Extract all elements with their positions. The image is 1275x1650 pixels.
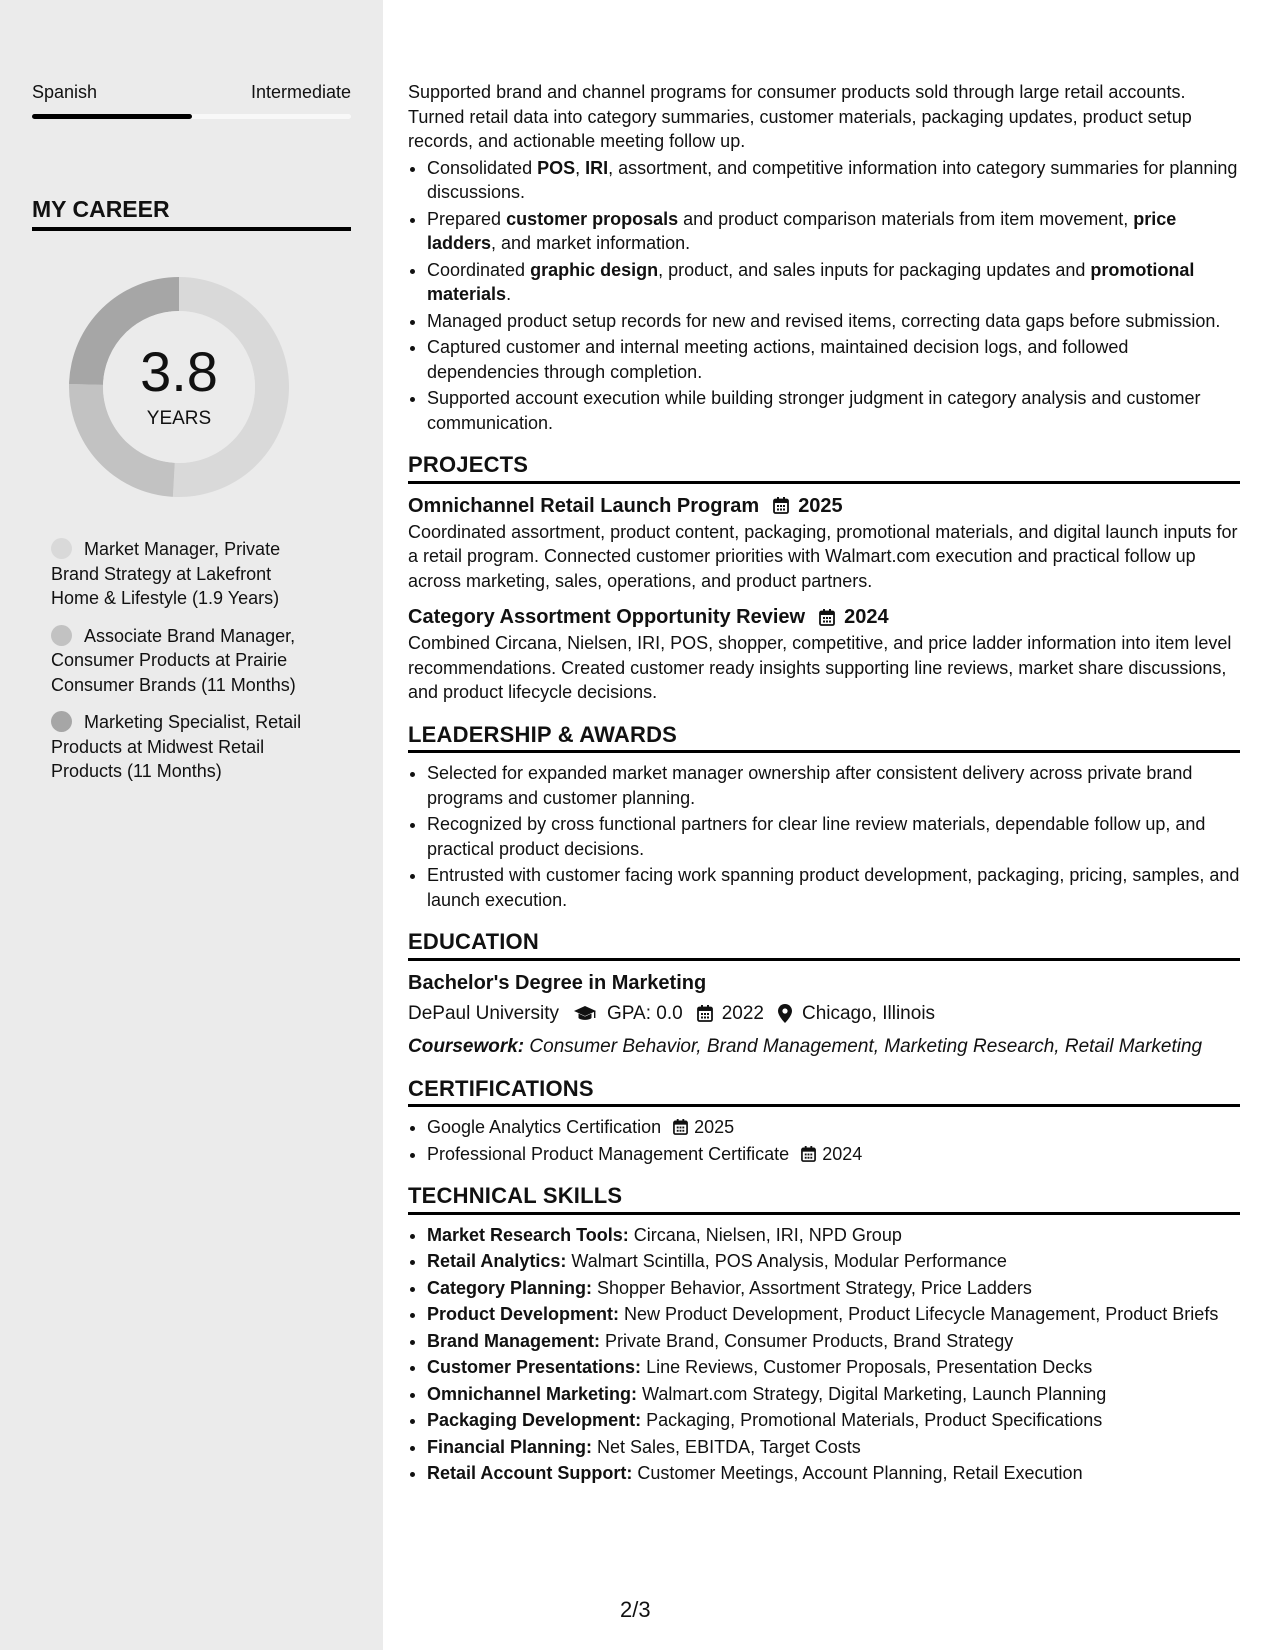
bullet-text: Coordinated xyxy=(427,259,531,280)
project-title-row xyxy=(408,603,1240,631)
bullet-keyword: price ladders xyxy=(427,208,1177,253)
donut-unit-label: YEARS xyxy=(146,408,212,429)
skill-label: Brand Management: xyxy=(427,1330,601,1351)
skill-value: Customer Meetings, Account Planning, Retail Execution xyxy=(632,1463,1083,1483)
skill-label: Customer Presentations: xyxy=(427,1357,642,1377)
skill-item xyxy=(427,1382,1240,1407)
bullet-keyword: POS xyxy=(537,157,576,178)
main-content xyxy=(408,80,1240,1488)
sidebar xyxy=(0,0,383,1650)
calendar-icon xyxy=(661,1119,694,1135)
certification-year: 2024 xyxy=(822,1143,863,1164)
skills-heading: TECHNICAL SKILLS xyxy=(408,1184,1240,1215)
language-row xyxy=(32,82,351,103)
leadership-heading: LEADERSHIP & AWARDS xyxy=(408,723,1240,754)
skill-label: Product Development: xyxy=(427,1304,620,1324)
language-level: Intermediate xyxy=(250,82,351,102)
coursework-list: Consumer Behavior, Brand Management, Marketing Research, Retail Marketing xyxy=(524,1035,1203,1057)
projects-heading: PROJECTS xyxy=(408,453,1240,484)
language-proficiency-fill xyxy=(32,114,192,119)
career-item-text: Marketing Specialist, Retail Products at Midwest Retail Products (11 Months) xyxy=(51,712,302,781)
leadership-list xyxy=(408,761,1240,912)
calendar-icon xyxy=(773,497,798,514)
calendar-icon xyxy=(789,1146,822,1162)
career-list xyxy=(51,537,321,797)
project-year: 2024 xyxy=(844,606,889,628)
bullet-keyword: graphic design xyxy=(530,259,659,280)
education-meta xyxy=(408,999,1240,1029)
skill-value: Packaging, Promotional Materials, Product Specifications xyxy=(641,1410,1103,1430)
degree-title: Bachelor's Degree in Marketing xyxy=(408,971,707,994)
career-heading: MY CAREER xyxy=(32,196,351,231)
language-proficiency-bar xyxy=(32,114,351,119)
experience-bullet: • Captured customer and internal meeting actions, maintained decision logs, and followed dependencies through completion. xyxy=(427,335,1240,384)
donut-total-value: 3.8 xyxy=(140,340,218,403)
map-pin-icon xyxy=(778,1004,802,1023)
page-number: 2/3 xyxy=(620,1597,651,1622)
bullet-keyword: IRI xyxy=(585,157,609,178)
bullet-text: Consolidated xyxy=(427,157,538,178)
career-item-text: Market Manager, Private Brand Strategy at Lakefront Home & Lifestyle (1.9 Years) xyxy=(51,539,281,608)
bullet-text: , and market information. xyxy=(491,233,691,253)
experience-bullets xyxy=(408,156,1240,436)
calendar-icon xyxy=(819,609,844,626)
skill-item xyxy=(427,1461,1240,1486)
certification-item xyxy=(427,1115,1240,1140)
skill-item xyxy=(427,1249,1240,1274)
skill-value: Line Reviews, Customer Proposals, Presentation Decks xyxy=(641,1357,1093,1377)
education-heading: EDUCATION xyxy=(408,930,1240,961)
experience-bullet xyxy=(427,156,1240,205)
certifications-list xyxy=(408,1115,1240,1166)
certification-name: • Professional Product Management Certificate xyxy=(427,1143,790,1164)
certification-item xyxy=(427,1142,1240,1167)
school-location: Chicago, Illinois xyxy=(801,1002,936,1024)
leadership-item: • Entrusted with customer facing work spanning product development, packaging, pricing, samples, and launch execution. xyxy=(427,863,1240,912)
skill-label: Omnichannel Marketing: xyxy=(427,1383,638,1404)
graduation-cap-icon xyxy=(573,1005,607,1023)
skill-value: Shopper Behavior, Assortment Strategy, Price Ladders xyxy=(592,1277,1032,1298)
leadership-item: • Recognized by cross functional partners for clear line review materials, dependable follow up, and practical product decisions. xyxy=(427,812,1240,861)
bullet-text: and product comparison materials from item movement, xyxy=(678,208,1134,229)
skill-value: Private Brand, Consumer Products, Brand Strategy xyxy=(600,1330,1014,1351)
skill-item xyxy=(427,1435,1240,1460)
career-item-text: Associate Brand Manager, Consumer Products at Prairie Consumer Brands (11 Months) xyxy=(51,625,296,695)
skill-item xyxy=(427,1329,1240,1354)
project-entry xyxy=(408,603,1240,705)
bullet-keyword: customer proposals xyxy=(506,208,679,229)
coursework xyxy=(408,1035,1240,1059)
skill-item xyxy=(427,1355,1240,1380)
experience-bullet: • Supported account execution while building stronger judgment in category analysis and customer communication. xyxy=(427,386,1240,435)
school-name: DePaul University xyxy=(408,1002,559,1024)
skill-item xyxy=(427,1408,1240,1433)
graduation-year: 2022 xyxy=(721,1002,764,1024)
project-description: Coordinated assortment, product content, packaging, promotional materials, and digital launch inputs for a retail program. Connected customer priorities with Walmart.com execution and practical follow up across marketing, sales, operations, and product partners. xyxy=(408,521,1238,591)
bullet-text: , assortment, and competitive information into category summaries for planning discussions. xyxy=(427,157,1238,202)
career-item xyxy=(51,624,321,698)
skill-value: Net Sales, EBITDA, Target Costs xyxy=(592,1436,861,1457)
skill-value: Circana, Nielsen, IRI, NPD Group xyxy=(628,1224,902,1245)
career-donut-chart xyxy=(66,274,292,500)
career-dot-icon xyxy=(51,711,72,732)
skill-label: Category Planning: xyxy=(427,1277,593,1298)
language-name: Spanish xyxy=(32,82,98,102)
certification-year: 2025 xyxy=(694,1117,735,1137)
certifications-heading: CERTIFICATIONS xyxy=(408,1077,1240,1108)
career-dot-icon xyxy=(51,538,72,559)
skill-label: Packaging Development: xyxy=(427,1410,642,1430)
calendar-icon xyxy=(697,1005,722,1022)
skill-value: Walmart Scintilla, POS Analysis, Modular Performance xyxy=(566,1251,1007,1271)
skill-item xyxy=(427,1276,1240,1301)
experience-bullet: • Managed product setup records for new and revised items, correcting data gaps before submission. xyxy=(427,309,1240,334)
experience-summary: Supported brand and channel programs for consumer products sold through large retail accounts. Turned retail data into category summaries, customer materials, packaging updates, product setup records, and actionable meeting follow up. xyxy=(408,82,1192,151)
bullet-text: Prepared xyxy=(427,208,507,229)
bullet-text: . xyxy=(506,284,512,304)
career-dot-icon xyxy=(51,625,72,646)
coursework-label: Coursework: xyxy=(408,1035,525,1057)
skill-label: Financial Planning: xyxy=(427,1436,593,1457)
project-title: Category Assortment Opportunity Review xyxy=(408,606,806,628)
skills-list xyxy=(408,1223,1240,1486)
certification-name: • Google Analytics Certification xyxy=(427,1117,662,1137)
leadership-item: • Selected for expanded market manager ownership after consistent delivery across private brand programs and customer planning. xyxy=(427,761,1240,810)
skill-item xyxy=(427,1223,1240,1248)
skill-value: Walmart.com Strategy, Digital Marketing, Launch Planning xyxy=(637,1383,1107,1404)
career-item xyxy=(51,537,321,611)
skill-label: Retail Analytics: xyxy=(427,1251,567,1271)
skill-label: Retail Account Support: xyxy=(427,1463,633,1483)
bullet-keyword: promotional materials xyxy=(427,259,1195,304)
project-description: Combined Circana, Nielsen, IRI, POS, shopper, competitive, and price ladder information into item level recommendations. Created customer ready insights supporting line reviews, market share discussions, and product lifecycle decisions. xyxy=(408,633,1232,702)
career-item xyxy=(51,710,321,784)
project-title: Omnichannel Retail Launch Program xyxy=(408,494,760,517)
project-entry xyxy=(408,492,1240,594)
skill-label: Market Research Tools: xyxy=(427,1224,629,1245)
project-year: 2025 xyxy=(798,494,843,517)
skill-value: New Product Development, Product Lifecycle Management, Product Briefs xyxy=(619,1304,1219,1324)
project-title-row xyxy=(408,492,1240,520)
bullet-text: , product, and sales inputs for packaging updates and xyxy=(658,259,1091,280)
bullet-text: , xyxy=(575,157,586,178)
skill-item xyxy=(427,1302,1240,1327)
experience-bullet xyxy=(427,258,1240,307)
experience-bullet xyxy=(427,207,1240,256)
gpa: GPA: 0.0 xyxy=(607,1002,683,1024)
